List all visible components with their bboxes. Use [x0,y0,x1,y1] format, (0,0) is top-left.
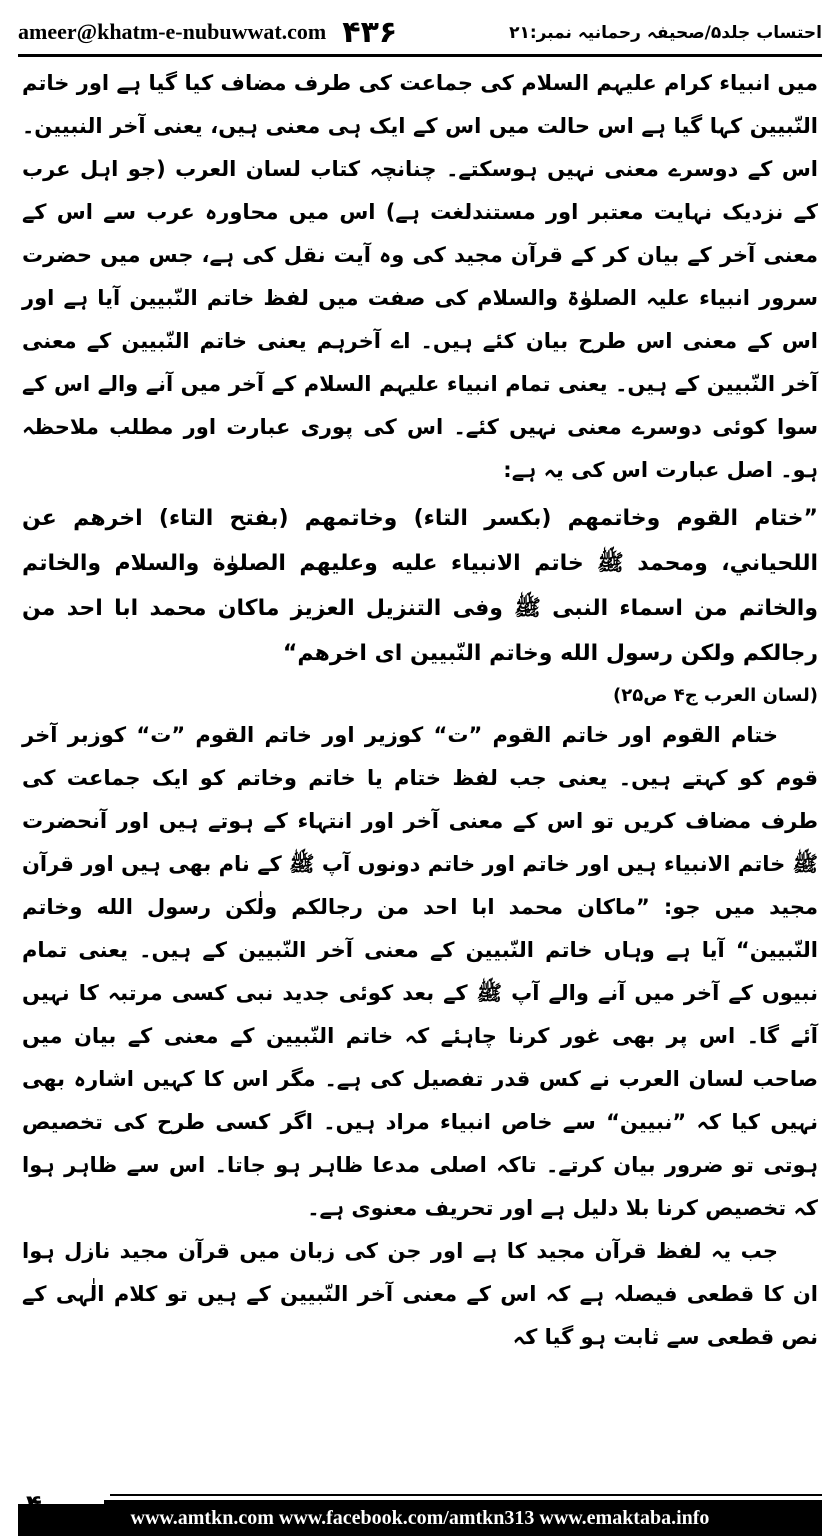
citation-lisan-al-arab: (لسان العرب ج۴ ص۲۵) [612,685,818,706]
page-body [22,62,818,1359]
paragraph-1: میں انبیاء کرام علیہم السلام کی جماعت کی طرف مضاف کیا گیا ہے اور خاتم النّبیین کہا گیا ہے اس حالت میں اس کے ایک ہی معنی ہیں، یعنی آخر النبیین۔ اس کے دوسرے معنی نہیں ہوسکتے۔ چنانچہ کتاب لسان العرب (جو اہل عرب کے نزدیک نہایت معتبر اور مستندلغت ہے) اس میں محاورہ عرب سے اس کے معنی آخر کے بیان کر کے قرآن مجید کی وہ آیت نقل کی ہے، جس میں حضرت سرور انبیاء علیہ الصلوٰۃ والسلام کی صفت میں لفظ خاتم النّبیین آیا ہے اور اس کے معنی اس طرح بیان کئے ہیں۔ اے آخرہم یعنی خاتم النّبیین کے معنی آخر النّبیین کے ہیں۔ یعنی تمام انبیاء علیہم السلام کے آخر میں آنے والے اس کے سوا کوئی دوسرے معنی نہیں کئے۔ اس کی پوری عبارت اور مطلب ملاحظہ ہو۔ اصل عبارت اس کی یہ ہے: [22,71,818,482]
footer-page-marker: ۴ [26,1490,42,1520]
header-divider [18,54,822,57]
page-header [18,12,822,52]
header-book-title: احتساب جلد۵/صحیفہ رحمانیہ نمبر:۲۱ [509,22,822,43]
arabic-quotation: ”ختام القوم وخاتمهم (بكسر التاء) وخاتمهم (بفتح التاء) اخرهم عن اللحياني، ومحمد ﷺ خاتم الانبياء عليه وعليهم الصلوٰة والسلام والخاتم والخاتم من اسماء النبى ﷺ وفى التنزيل العزيز ماكان محمد ابا احد من رجالكم ولكن رسول الله وخاتم النّبيين اى اخرهم“ [22,506,818,666]
paragraph-3: جب یہ لفظ قرآن مجید کا ہے اور جن کی زبان میں قرآن مجید نازل ہوا ان کا قطعی فیصلہ ہے کہ اس کے معنی آخر النّبیین کے ہیں تو کلام الٰہی کے نص قطعی سے ثابت ہو گیا کہ [22,1239,818,1349]
paragraph-2: ختام القوم اور خاتم القوم ”ت“ کوزیر اور خاتم القوم ”ت“ کوزبر آخر قوم کو کہتے ہیں۔ یعنی جب لفظ ختام یا خاتم وخاتم کو ایک جماعت کی طرف مضاف کریں تو اس کے معنی آخر اور انتہاء کے ہوتے ہیں اور آنحضرت ﷺ خاتم الانبیاء ہیں اور خاتم اور خاتم دونوں آپ ﷺ کے نام بھی ہیں اور قرآن مجید میں جو: ”ماكان محمد ابا احد من رجالكم ولٰكن رسول الله وخاتم النّبيين“ آیا ہے وہاں خاتم النّبیین کے معنی آخر النّبیین کے ہیں۔ یعنی تمام نبیوں کے آخر میں آنے والے آپ ﷺ کے بعد کوئی جدید نبی کسی مرتبہ کا نہیں آئے گا۔ اس پر بھی غور کرنا چاہئے کہ خاتم النّبیین کے معنی کے بیان میں صاحب لسان العرب نے کس قدر تفصیل کی ہے۔ مگر اس کا کہیں اشارہ بھی نہیں کیا کہ ”نبیین“ سے خاص انبیاء مراد ہیں۔ اگر کسی طرح کی تخصیص ہوتی تو ضرور بیان کرتے۔ تاکہ اصلی مدعا ظاہر ہو جاتا۔ اس سے ظاہر ہوا کہ تخصیص کرنا بلا دلیل ہے اور تحریف معنوی ہے۔ [22,723,818,1220]
header-email: ameer@khatm-e-nubuwwat.com [18,19,327,44]
header-left-group [18,15,397,50]
header-page-number: ۴۳۶ [342,14,398,50]
footer-links: www.amtkn.com www.facebook.com/amtkn313 www.emaktaba.info [130,1506,710,1529]
footer-bar [18,1500,822,1536]
footer-rule [110,1494,822,1496]
